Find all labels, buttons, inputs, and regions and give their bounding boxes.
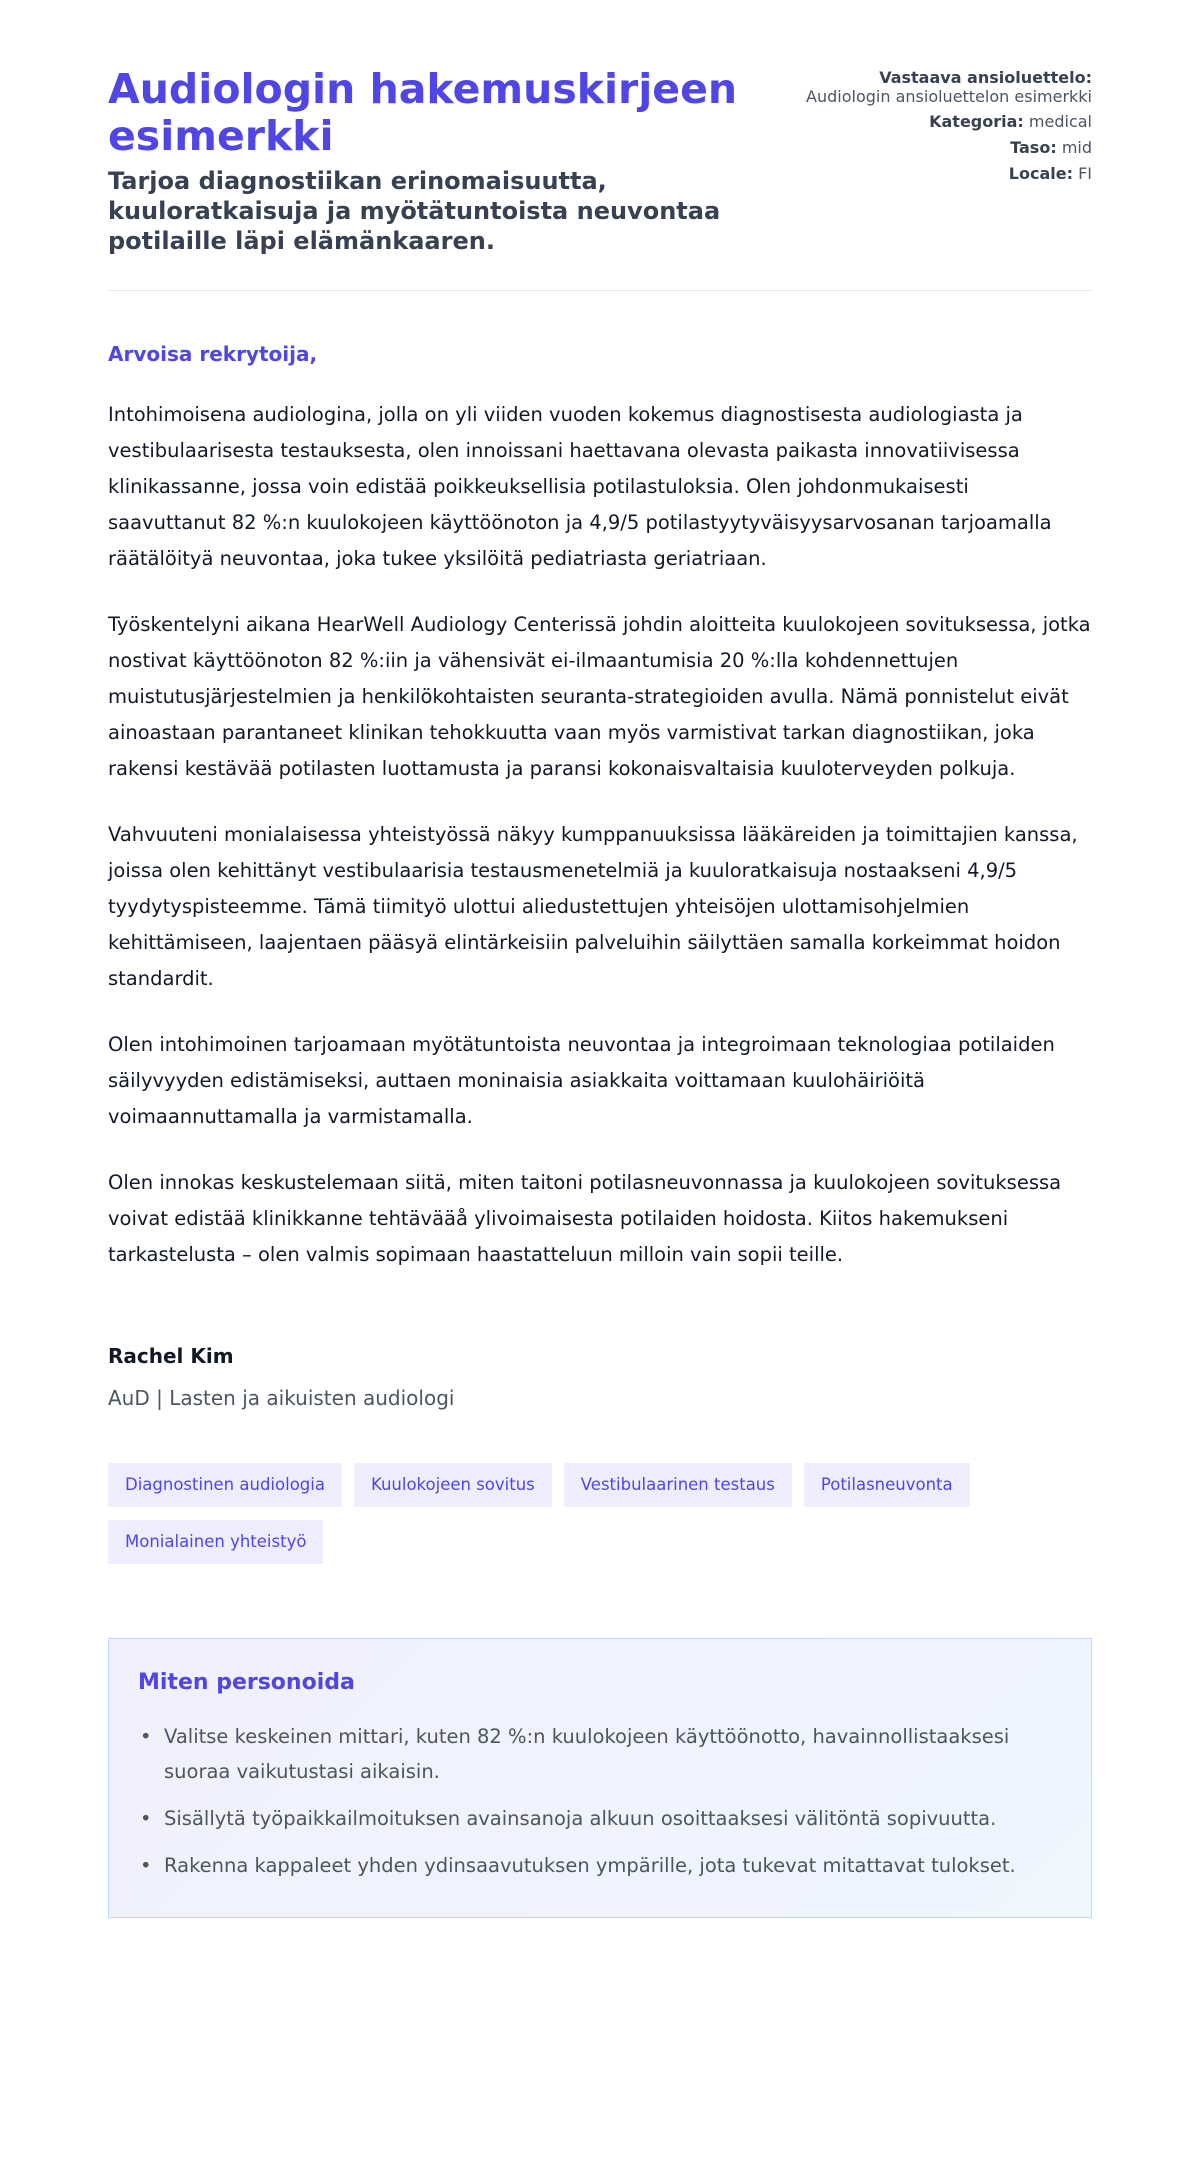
meta-level-value: mid <box>1061 138 1092 157</box>
tips-item: • Rakenna kappaleet yhden ydinsaavutuksen ympärille, jota tukevat mitattavat tulokset. <box>138 1848 1062 1883</box>
meta-resume <box>751 68 1092 106</box>
meta-category-value: medical <box>1028 112 1092 131</box>
meta-category <box>751 112 1092 132</box>
meta-level <box>751 138 1092 158</box>
personalization-tips <box>108 1638 1092 1918</box>
meta-level-label: Taso: <box>1010 138 1057 157</box>
skill-tag: Monialainen yhteistyö <box>108 1520 323 1564</box>
meta-category-label: Kategoria: <box>929 112 1024 131</box>
letter-paragraph: Olen intohimoinen tarjoamaan myötätuntoista neuvontaa ja integroimaan teknologiaa potilaiden säilyvyyden edistämiseksi, auttaen moninaisia asiakkaita voittamaan kuulohäiriöitä voimaannuttamalla ja varmistamalla. <box>108 1033 1055 1128</box>
letter-body <box>108 397 1092 1273</box>
skill-tag: Potilasneuvonta <box>804 1463 970 1507</box>
letter-paragraph: Työskentelyni aikana HearWell Audiology Centerissä johdin aloitteita kuulokojeen sovituksessa, jotka nostivat käyttöönoton 82 %:iin ja vähensivät ei-ilmaantumisia 20 %:lla kohdennettujen muistutusjärjestelmien ja henkilökohtaisten seuranta-strategioiden avulla. Nämä ponnistelut eivät ainoastaan parantaneet klinikan tehokkuutta vaan myös varmistivat tarkan diagnostiikan, joka rakensi kestävää potilasten luottamusta ja paransi kokonaisvaltaisia kuuloterveyden polkuja. <box>108 613 1091 780</box>
meta-locale-label: Locale: <box>1008 164 1073 183</box>
skill-tag: Kuulokojeen sovitus <box>354 1463 552 1507</box>
meta-resume-label: Vastaava ansioluettelo: <box>879 68 1092 87</box>
meta-locale <box>751 164 1092 184</box>
skill-tags <box>108 1463 1098 1564</box>
tips-list <box>138 1719 1062 1883</box>
letter-paragraph: Vahvuuteni monialaisessa yhteistyössä näkyy kumppanuuksissa lääkäreiden ja toimittajien kanssa, joissa olen kehittänyt vestibulaarisia testausmenetelmiä ja kuuloratkaisuja nostaakseni 4,9/5 tyydytyspisteemme. Tämä tiimityö ulottui aliedustettujen yhteisöjen ulottamisohjelmien kehittämiseen, laajentaen pääsyä elintärkeisiin palveluihin säilyttäen samalla korkeimmat hoidon standardit. <box>108 823 1078 990</box>
signature-name: Rachel Kim <box>108 1344 234 1368</box>
meta-panel <box>751 66 1092 190</box>
skill-tag: Diagnostinen audiologia <box>108 1463 342 1507</box>
header <box>108 66 1092 256</box>
letter-paragraph: Intohimoisena audiologina, jolla on yli viiden vuoden kokemus diagnostisesta audiologiasta ja vestibulaarisesta testauksesta, olen innoissani haettavana olevasta paikasta innovatiivisessa klinikassanne, jossa voin edistää poikkeuksellisia potilastuloksia. Olen johdonmukaisesti saavuttanut 82 %:n kuulokojeen käyttöönoton ja 4,9/5 potilastyytyväisyysarvosanan tarjoamalla räätälöityä neuvontaa, joka tukee yksilöitä pediatriasta geriatriaan. <box>108 403 1052 570</box>
meta-locale-value: FI <box>1078 164 1092 183</box>
skill-tag: Vestibulaarinen testaus <box>564 1463 792 1507</box>
signature-title: AuD | Lasten ja aikuisten audiologi <box>108 1386 455 1410</box>
title-block <box>108 66 751 256</box>
signature <box>108 1343 1092 1411</box>
tips-item: • Valitse keskeinen mittari, kuten 82 %:n kuulokojeen käyttöönotto, havainnollistaaksesi suoraa vaikutustasi aikaisin. <box>138 1719 1062 1789</box>
header-divider <box>108 290 1092 291</box>
letter-paragraph: Olen innokas keskustelemaan siitä, miten taitoni potilasneuvonnassa ja kuulokojeen sovituksessa voivat edistää klinikkanne tehtävääå ylivoimaisesta potilaiden hoidosta. Kiitos hakemukseni tarkastelusta – olen valmis sopimaan haastatteluun milloin vain sopii teille. <box>108 1171 1062 1266</box>
tips-title: Miten personoida <box>138 1670 355 1695</box>
page-title: Audiologin hakemuskirjeen esimerkki <box>108 65 738 160</box>
tips-item: • Sisällytä työpaikkailmoituksen avainsanoja alkuun osoittaaksesi välitöntä sopivuutta. <box>138 1801 1062 1836</box>
letter-greeting: Arvoisa rekrytoija, <box>108 342 318 366</box>
meta-resume-value: Audiologin ansioluettelon esimerkki <box>806 87 1092 106</box>
page-subtitle: Tarjoa diagnostiikan erinomaisuutta, kuuloratkaisuja ja myötätuntoista neuvontaa potilaille läpi elämänkaaren. <box>108 167 721 255</box>
